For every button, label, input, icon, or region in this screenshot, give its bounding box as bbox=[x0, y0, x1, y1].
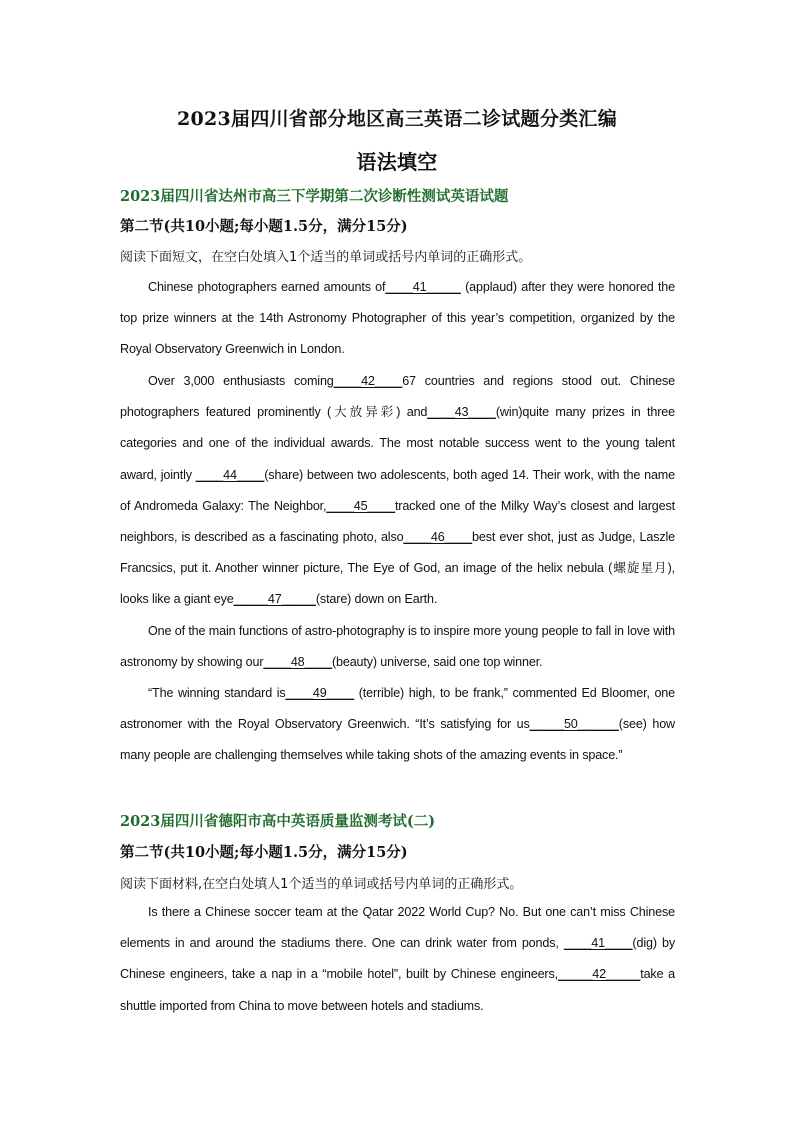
blank-41[interactable]: ____41____ bbox=[563, 936, 633, 951]
document-subtitle: 语法填空 bbox=[356, 150, 438, 174]
text: 67 countries and regions stood out. Chinese photographers featured prominently (大放异彩) and bbox=[120, 374, 675, 420]
blank-41[interactable]: ____41_____ bbox=[385, 280, 461, 294]
section2-part-label: 第二节(共10小题;每小题1.5分，满分15分) bbox=[120, 844, 408, 861]
text: take a shuttle imported from China to move between hotels and stadiums. bbox=[120, 967, 675, 1013]
blank-50[interactable]: _____50______ bbox=[529, 717, 619, 732]
blank-42[interactable]: ____42____ bbox=[333, 374, 403, 388]
text: tracked one of the Milky Way’s closest and largest neighbors, is described as a fascinating photo, also bbox=[120, 498, 675, 545]
text: Over 3,000 enthusiasts coming bbox=[148, 374, 334, 388]
text: (stare) down on Earth. bbox=[315, 592, 438, 607]
text: “The winning standard is bbox=[148, 686, 286, 700]
blank-48[interactable]: ____48____ bbox=[263, 655, 332, 670]
section1-instruction: 阅读下面短文，在空白处填入1个适当的单词或括号内单词的正确形式。 bbox=[120, 250, 532, 265]
section1-paragraph-2 bbox=[120, 366, 675, 616]
text: (see) how many people are challenging themselves while taking shots of the amazing events in space.” bbox=[120, 717, 675, 763]
section1-part-label: 第二节(共10小题;每小题1.5分，满分15分) bbox=[120, 218, 408, 235]
text: (applaud) after they were honored the top prize winners at the 14th Astronomy Photographer of this year’s competition, organized by the Royal Observatory Greenwich in London. bbox=[120, 280, 676, 357]
section1-paragraph-3 bbox=[120, 616, 675, 678]
blank-49[interactable]: ____49____ bbox=[285, 686, 355, 700]
text: (terrible) high, to be frank,” commented Ed Bloomer, one astronomer with the Royal Observatory Greenwich. “It’s satisfying for us bbox=[120, 686, 676, 732]
section2-instruction: 阅读下面材料,在空白处填人1个适当的单词或括号内单词的正确形式。 bbox=[120, 877, 523, 892]
section2-heading: 2023届四川省德阳市高中英语质量监测考试(二) bbox=[120, 813, 436, 830]
blank-43[interactable]: ____43____ bbox=[427, 405, 496, 420]
blank-44[interactable]: ____44____ bbox=[195, 467, 265, 482]
blank-42[interactable]: _____42_____ bbox=[557, 967, 641, 982]
text: Chinese photographers earned amounts of bbox=[148, 280, 386, 294]
section1-paragraph-4 bbox=[120, 678, 675, 772]
text: (beauty) universe, said one top winner. bbox=[331, 655, 543, 670]
blank-47[interactable]: _____47_____ bbox=[233, 592, 316, 607]
section1-paragraph-1 bbox=[120, 272, 675, 366]
text: One of the main functions of astro-photography is to inspire more young people to fall in love with astronomy by showing our bbox=[120, 624, 675, 670]
text: (share) between two adolescents, both aged 14. Their work, with the name of Andromeda Galaxy: The Neighbor, bbox=[120, 467, 675, 513]
document-title: 2023届四川省部分地区高三英语二诊试题分类汇编 bbox=[176, 108, 618, 130]
text: best ever shot, just as Judge, Laszle Francsics, put it. Another winner picture, The Eye of God, an image of the helix nebula (螺旋星月), looks like a giant eye bbox=[120, 530, 675, 607]
section1-heading: 2023届四川省达州市高三下学期第二次诊断性测试英语试题 bbox=[120, 188, 509, 205]
blank-45[interactable]: ____45____ bbox=[326, 498, 395, 513]
text: Is there a Chinese soccer team at the Qatar 2022 World Cup? No. But one can’t miss Chinese elements in and around the stadiums there. One can drink water from ponds, bbox=[120, 905, 675, 951]
section2-paragraph-1 bbox=[120, 897, 675, 1022]
text: (dig) by Chinese engineers, take a nap in a “mobile hotel”, built by Chinese engineers, bbox=[120, 936, 676, 982]
text: (win)quite many prizes in three categories and one of the individual awards. The most notable success went to the young talent award, jointly bbox=[120, 405, 675, 482]
blank-46[interactable]: ____46____ bbox=[403, 530, 473, 545]
